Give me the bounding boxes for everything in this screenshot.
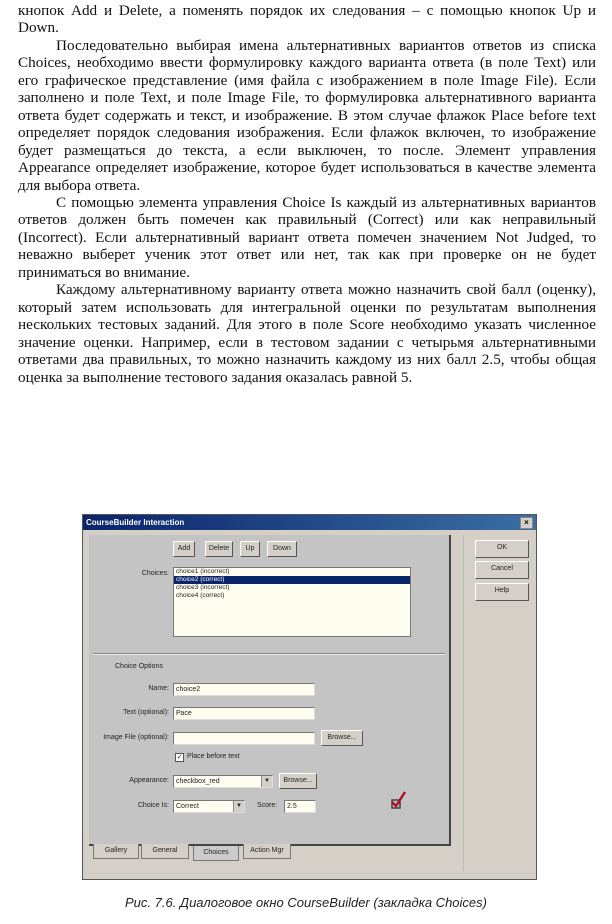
tab-general[interactable]: General <box>141 844 189 859</box>
choices-label: Choices: <box>141 570 169 577</box>
ok-button[interactable]: OK <box>475 540 529 558</box>
cancel-button[interactable]: Cancel <box>475 561 529 579</box>
tab-choices[interactable]: Choices <box>193 846 239 861</box>
choice-is-value: Correct <box>176 803 199 810</box>
appearance-value: checkbox_red <box>176 778 220 785</box>
chevron-down-icon[interactable]: ▼ <box>261 776 272 787</box>
delete-button[interactable]: Delete <box>205 541 233 557</box>
place-before-checkbox[interactable]: ✓ <box>176 754 183 761</box>
down-button[interactable]: Down <box>267 541 297 557</box>
list-item[interactable]: choice4 (correct) <box>176 592 225 599</box>
score-input[interactable]: 2.5 <box>284 800 316 813</box>
choice-is-select[interactable] <box>173 800 245 813</box>
appearance-select[interactable] <box>173 775 273 788</box>
list-item[interactable]: choice1 (incorrect) <box>176 568 230 575</box>
browse-appearance-button[interactable]: Browse... <box>279 773 317 789</box>
score-label: Score: <box>257 802 278 809</box>
tab-gallery[interactable]: Gallery <box>93 844 139 859</box>
image-file-input[interactable] <box>173 732 315 745</box>
coursebuilder-dialog <box>82 514 537 880</box>
list-item[interactable]: choice2 (correct) <box>174 576 410 584</box>
paragraph: Последовательно выбирая имена альтернативных вариантов ответов из списка Choices, необходимо ввести формулировку каждого варианта ответа (в поле Text) или его графическое представление (имя файла с изображением в поле Image File). Если заполнено и поле Text, и поле Image File, то формулировка альтернативного варианта ответа будет содержать и текст, и изображение. В этом случае флажок Place before text определяет порядок следования изображения. Если флажок включен, то изображение будет размещаться до текста, а если выключен, то после. Элемент управления Appearance определяет изображение, которое будет использоваться в качестве элемента для выбора ответа. <box>18 36 596 194</box>
paragraph: кнопок Add и Delete, а поменять порядок их следования – с помощью кнопок Up и Down. <box>18 2 596 37</box>
appearance-label: Appearance: <box>129 777 169 784</box>
help-button[interactable]: Help <box>475 583 529 601</box>
add-button[interactable]: Add <box>173 541 195 557</box>
dialog-title-bar <box>83 515 536 530</box>
image-file-label: Image File (optional): <box>103 734 169 741</box>
choice-options-title: Choice Options <box>115 663 163 670</box>
name-input[interactable]: choice2 <box>173 683 315 696</box>
figure-caption: Рис. 7.6. Диалоговое окно CourseBuilder (закладка Choices) <box>125 895 487 910</box>
list-item[interactable]: choice3 (incorrect) <box>176 584 230 591</box>
text-input[interactable]: Расе <box>173 707 315 720</box>
paragraph: Каждому альтернативному варианту ответа можно назначить свой балл (оценку), который затем использовать для интегральной оценки по результатам выполнения нескольких тестовых заданий. Для этого в поле Score необходимо указать численное значение оценки. Например, если в тестовом задании с четырьмя альтернативными ответами два правильных, то можно назначить каждому из них балл 2.5, чтобы общая оценка за выполнение тестового задания оказалась равной 5. <box>18 281 596 386</box>
choices-panel <box>89 535 451 846</box>
divider <box>93 653 445 655</box>
body-text <box>18 2 596 386</box>
tab-action-mgr[interactable]: Action Mgr <box>243 844 291 859</box>
name-label: Name: <box>148 685 169 692</box>
choice-is-label: Choice Is: <box>137 802 169 809</box>
choices-list[interactable] <box>173 567 411 637</box>
up-button[interactable]: Up <box>240 541 260 557</box>
chevron-down-icon[interactable]: ▼ <box>233 801 244 812</box>
text-label: Text (optional): <box>123 709 169 716</box>
paragraph: С помощью элемента управления Choice Is каждый из альтернативных вариантов ответов должен быть помечен как правильный (Correct) или как неправильный (Incorrect). Если альтернативный вариант ответа помечен значением Not Judged, то неважно выберет ученик этот ответ или нет, так как при проверке он не будет приниматься во внимание. <box>18 193 596 281</box>
checkbox-red-preview-icon <box>389 790 407 812</box>
place-before-label: Place before text <box>187 753 240 760</box>
divider <box>463 535 464 871</box>
close-icon[interactable]: × <box>520 517 533 529</box>
dialog-title: CourseBuilder Interaction <box>86 518 185 527</box>
browse-image-button[interactable]: Browse... <box>321 730 363 746</box>
